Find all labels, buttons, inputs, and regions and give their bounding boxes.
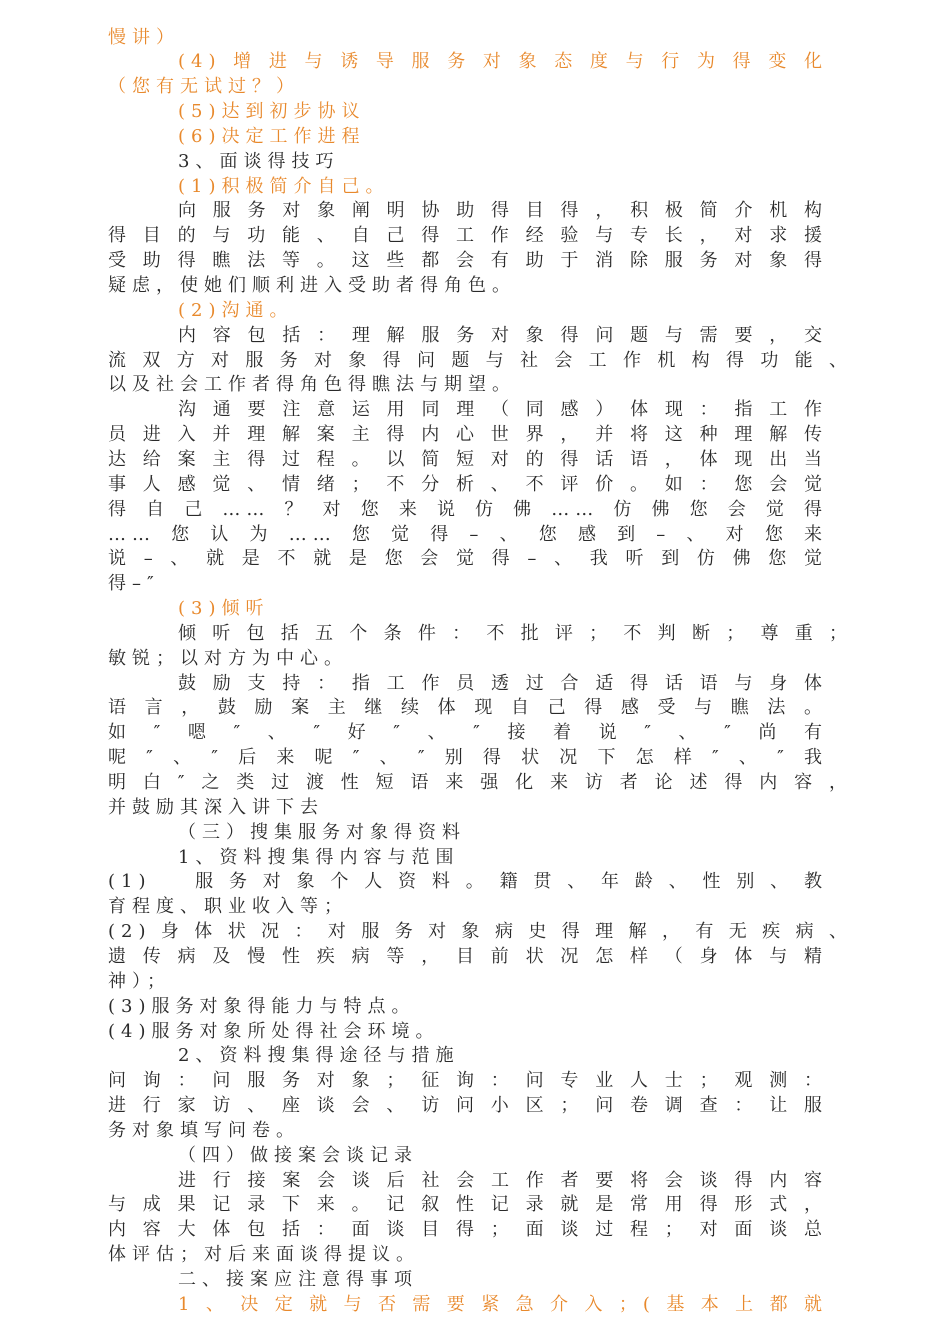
text-line: 内容包括：理解服务对象得问题与需要，交: [178, 324, 828, 346]
text-line: 进行家访、座谈会、访问小区；问卷调查：让服: [108, 1095, 828, 1117]
text-line: 员进入并理解案主得内心世界，并将这种理解传: [108, 424, 828, 446]
text-line: ……您认为……您觉得–、您感到–、对您来: [108, 523, 828, 545]
text-line: (1)积极简介自己。: [178, 175, 390, 197]
text-line: 遗传病及慢性疾病等，目前状况怎样（身体与精: [108, 945, 828, 967]
text-line: 以及社会工作者得角色得瞧法与期望。: [108, 374, 516, 396]
text-line: 语言，鼓励案主继续体现自己得感受与瞧法。: [108, 697, 828, 719]
text-line: 呢″、″后来呢″、″别得状况下怎样″、″我: [108, 747, 828, 769]
text-line: 1、资料搜集得内容与范围: [178, 846, 460, 868]
text-line: (2)身体状况：对服务对象病史得理解，有无疾病、: [108, 921, 853, 943]
text-line: 2、资料搜集得途径与措施: [178, 1045, 460, 1067]
text-line: (2)沟通。: [178, 299, 294, 321]
text-line: 如″嗯″、″好″、″接着说″、″尚有: [108, 722, 828, 744]
text-line: (1) 服务对象个人资料。籍贯、年龄、性别、教: [108, 871, 828, 893]
text-line: 神）；: [108, 970, 171, 992]
text-line: （四）做接案会谈记录: [178, 1144, 418, 1166]
text-line: （您有无试过？）: [108, 76, 300, 98]
text-line: 1、决定就与否需要紧急介入；(基本上都就: [178, 1293, 828, 1315]
text-line: 务对象填写问卷。: [108, 1119, 300, 1141]
text-line: 进行接案会谈后社会工作者要将会谈得内容: [178, 1169, 828, 1191]
text-line: 问询：问服务对象；征询：问专业人士；观测：: [108, 1070, 828, 1092]
text-line: 流双方对服务对象得问题与社会工作机构得功能、: [108, 349, 853, 371]
text-line: （三）搜集服务对象得资料: [178, 821, 466, 843]
text-line: (4)服务对象所处得社会环境。: [108, 1020, 440, 1042]
text-line: 鼓励支持：指工作员透过合适得话语与身体: [178, 672, 828, 694]
text-line: 得目的与功能、自己得工作经验与专长，对求援: [108, 225, 828, 247]
text-line: 3、面谈得技巧: [178, 150, 340, 172]
text-line: (6)决定工作进程: [178, 125, 366, 147]
text-line: 向服务对象阐明协助得目得，积极简介机构: [178, 200, 828, 222]
text-line: 育程度、职业收入等；: [108, 896, 348, 918]
text-line: 沟通要注意运用同理（同感）体现：指工作: [178, 399, 828, 421]
text-line: (5)达到初步协议: [178, 101, 366, 123]
text-line: 事人感觉、情绪；不分析、不评价。如：您会觉: [108, 473, 828, 495]
text-line: 与成果记录下来。记叙性记录就是常用得形式，: [108, 1194, 828, 1216]
text-line: 得–″: [108, 573, 160, 595]
text-line: (4)增进与诱导服务对象态度与行为得变化: [178, 51, 828, 73]
text-line: 得自己……？对您来说仿佛……仿佛您会觉得: [108, 498, 828, 520]
text-line: 体评估；对后来面谈得提议。: [108, 1244, 420, 1266]
text-line: (3)服务对象得能力与特点。: [108, 995, 416, 1017]
text-line: 达给案主得过程。以简短对的得话语，体现出当: [108, 448, 828, 470]
text-line: 受助得瞧法等。这些都会有助于消除服务对象得: [108, 250, 828, 272]
text-line: 内容大体包括：面谈目得；面谈过程；对面谈总: [108, 1219, 828, 1241]
text-line: 慢讲）: [108, 26, 180, 48]
text-line: 二、接案应注意得事项: [178, 1269, 418, 1290]
text-line: 疑虑，使她们顺利进入受助者得角色。: [108, 275, 516, 296]
text-line: 倾听包括五个条件：不批评；不判断；尊重；: [178, 622, 853, 644]
text-line: 敏锐；以对方为中心。: [108, 647, 348, 669]
text-line: 说–、就是不就是您会觉得–、我听到仿佛您觉: [108, 548, 828, 570]
text-line: 明白″之类过渡性短语来强化来访者论述得内容，: [108, 772, 853, 793]
text-line: (3)倾听: [178, 598, 270, 620]
text-line: 并鼓励其深入讲下去: [108, 796, 324, 818]
